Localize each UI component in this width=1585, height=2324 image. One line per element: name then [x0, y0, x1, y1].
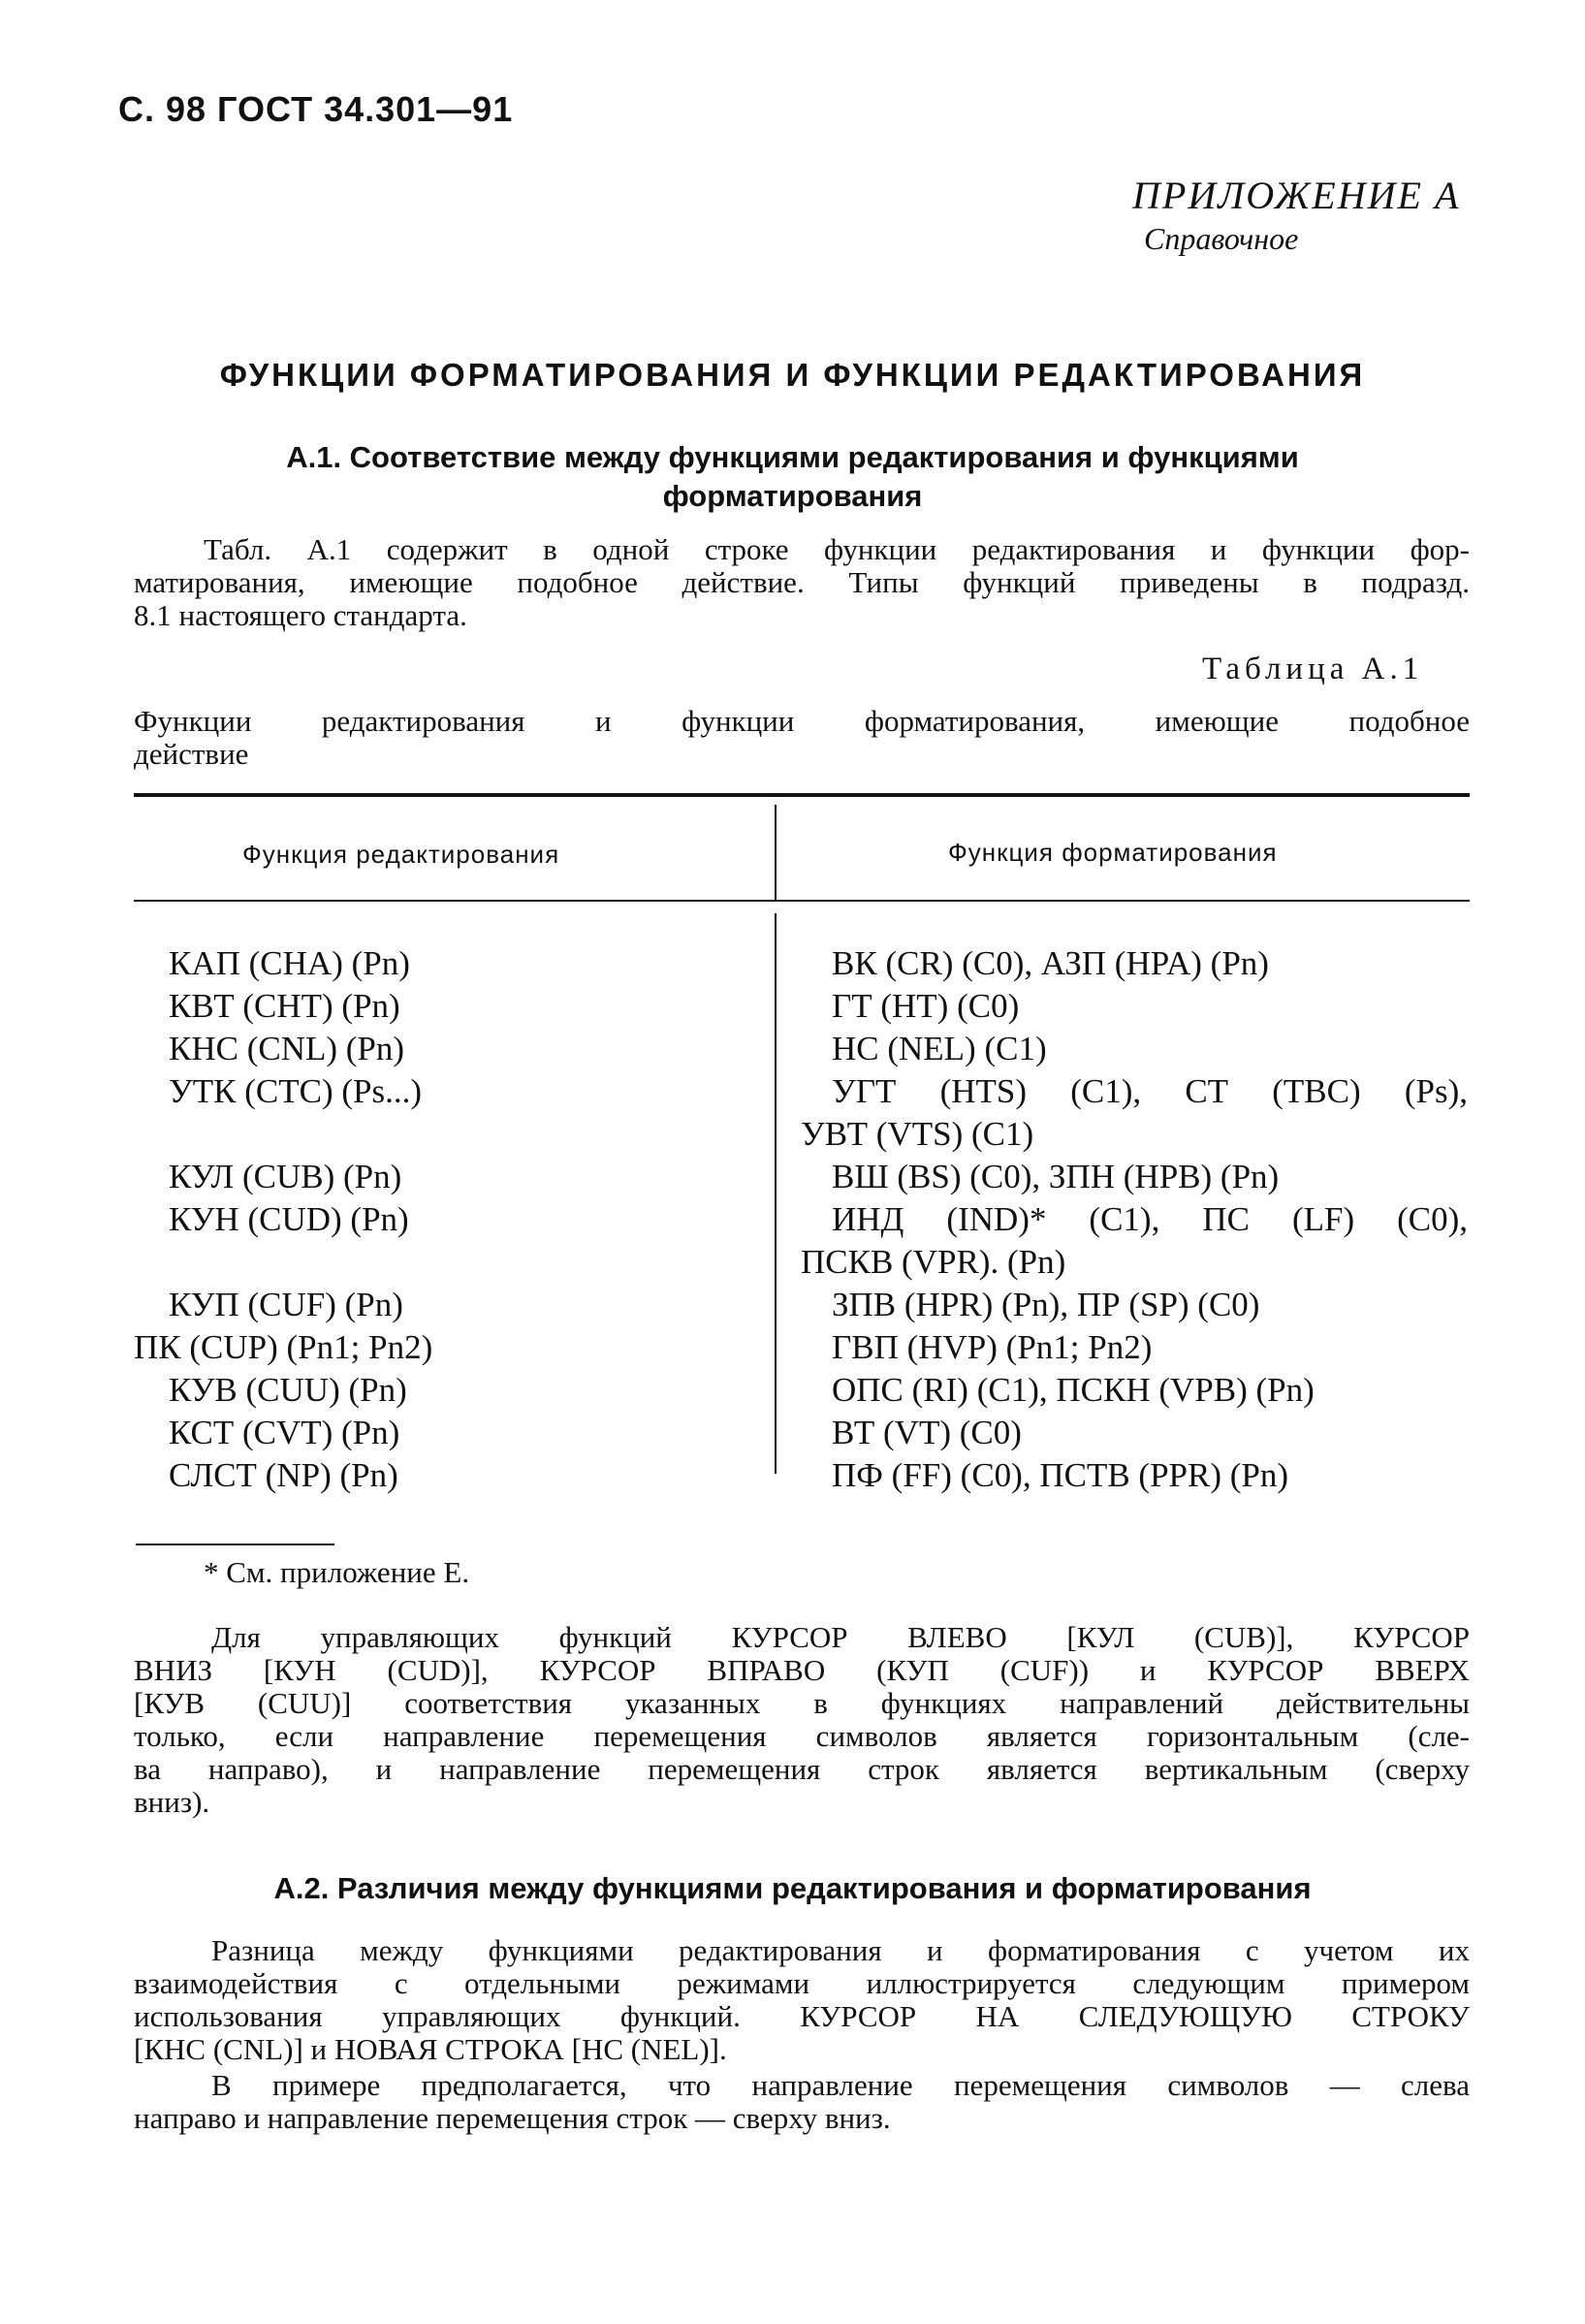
text-line: ВНИЗ [КУН (CUD)], КУРСОР ВПРАВО (КУП (CUF)) и КУРСОР ВВЕРХ: [134, 1653, 1470, 1687]
table-cell-format-continued: ПСКВ (VPR). (Pn): [801, 1243, 1066, 1281]
table-cell-format: ВШ (BS) (C0), ЗПН (HPB) (Pn): [832, 1158, 1280, 1195]
section-1-title-line-2: форматирования: [662, 479, 923, 513]
text-line: взаимодействия с отдельными режимами иллюстрируется следующим примером: [134, 1966, 1470, 2000]
table-cell-edit: КНС (CNL) (Pn): [169, 1030, 405, 1067]
table-cell-format: ИНД (IND)* (C1), ПС (LF) (C0),: [832, 1200, 1468, 1238]
appendix-title: ПРИЛОЖЕНИЕ А: [1132, 174, 1461, 217]
text-line: вниз).: [134, 1785, 210, 1819]
table-cell-format: ГТ (HT) (C0): [832, 987, 1020, 1025]
table-label: Таблица А.1: [1202, 652, 1424, 686]
table-body-divider: [775, 913, 777, 1474]
cursor-functions-paragraph: [134, 1621, 1470, 1819]
table-cell-edit: КВТ (CHT) (Pn): [169, 987, 400, 1025]
column-header-format: Функция форматирования: [948, 838, 1278, 867]
table-cell-edit: КУВ (CUU) (Pn): [169, 1371, 407, 1409]
footnote: * См. приложение Е.: [204, 1555, 470, 1589]
table-cell-edit: КУП (CUF) (Pn): [169, 1286, 403, 1323]
table-cell-edit: КАП (CHA) (Pn): [169, 944, 410, 982]
table-cell-edit: КУН (CUD) (Pn): [169, 1200, 409, 1238]
column-header-edit: Функция редактирования: [242, 840, 560, 869]
text-line: Разница между функциями редактирования и форматирования с учетом их: [211, 1933, 1470, 1967]
text-line: 8.1 настоящего стандарта.: [134, 598, 467, 632]
text-line: В примере предполагается, что направление перемещения символов — слева: [211, 2068, 1470, 2102]
text-line: Для управляющих функций КУРСОР ВЛЕВО [КУЛ (CUB)], КУРСОР: [211, 1620, 1470, 1654]
document-title: ФУНКЦИИ ФОРМАТИРОВАНИЯ И ФУНКЦИИ РЕДАКТИРОВАНИЯ: [219, 357, 1366, 393]
table-cell-format: ОПС (RI) (C1), ПСКН (VPB) (Pn): [832, 1371, 1315, 1409]
section-1-title-line-1: А.1. Соответствие между функциями редактирования и функциями: [286, 440, 1299, 474]
appendix-subtitle: Справочное: [1144, 221, 1299, 256]
section-2-paragraph: [134, 1934, 1470, 2066]
table-cell-edit: СЛСТ (NP) (Pn): [169, 1456, 398, 1494]
text-line: Табл. А.1 содержит в одной строке функции редактирования и функции фор-: [204, 532, 1470, 566]
table-cell-format: НС (NEL) (C1): [832, 1030, 1047, 1067]
text-line: ва направо), и направление перемещения строк является вертикальным (сверху: [134, 1752, 1470, 1786]
page-header: С. 98 ГОСТ 34.301—91: [118, 89, 514, 129]
text-line: только, если направление перемещения символов является горизонтальным (сле-: [134, 1719, 1470, 1753]
table-cell-edit: КУЛ (CUB) (Pn): [169, 1158, 402, 1195]
table-cell-format: ПФ (FF) (C0), ПСТВ (PPR) (Pn): [832, 1456, 1289, 1494]
table-top-rule: [134, 793, 1470, 797]
table-cell-edit: КСТ (CVT) (Pn): [169, 1414, 400, 1451]
footnote-rule: [136, 1544, 334, 1545]
table-cell-format: ВК (CR) (C0), АЗП (HPA) (Pn): [832, 944, 1269, 982]
table-cell-format: ГВП (HVP) (Pn1; Pn2): [832, 1328, 1153, 1366]
text-line: использования управляющих функций. КУРСОР НА СЛЕДУЮЩУЮ СТРОКУ: [134, 1999, 1470, 2033]
table-caption: [134, 705, 1470, 771]
table-cell-format: ВТ (VT) (C0): [832, 1414, 1022, 1451]
text-line: [КУВ (CUU)] соответствия указанных в функциях направлений действительны: [134, 1686, 1470, 1720]
table-cell-format-continued: УВТ (VTS) (C1): [801, 1115, 1034, 1153]
text-line: матирования, имеющие подобное действие. Типы функций приведены в подразд.: [134, 565, 1470, 599]
table-caption-line-1: Функции редактирования и функции форматирования, имеющие подобное: [134, 704, 1470, 738]
section-1-paragraph: [134, 533, 1470, 632]
table-header-divider: [775, 805, 777, 900]
table-cell-format: ЗПВ (HPR) (Pn), ПР (SP) (C0): [832, 1286, 1260, 1323]
section-1-title: [145, 438, 1440, 516]
text-line: направо и направление перемещения строк — сверху вниз.: [134, 2101, 891, 2135]
table-cell-format: УГТ (HTS) (C1), СТ (TBC) (Ps),: [832, 1072, 1468, 1110]
table-caption-line-2: действие: [134, 737, 249, 771]
text-line: [КНС (CNL)] и НОВАЯ СТРОКА [НС (NEL)].: [134, 2032, 727, 2066]
table-cell-edit: ПК (CUP) (Pn1; Pn2): [134, 1328, 433, 1366]
section-2-title: А.2. Различия между функциями редактирования и форматирования: [273, 1871, 1312, 1905]
table-header-rule: [134, 900, 1470, 902]
section-2-paragraph-2: [134, 2069, 1470, 2135]
table-cell-edit: УТК (CTC) (Ps...): [169, 1072, 423, 1110]
